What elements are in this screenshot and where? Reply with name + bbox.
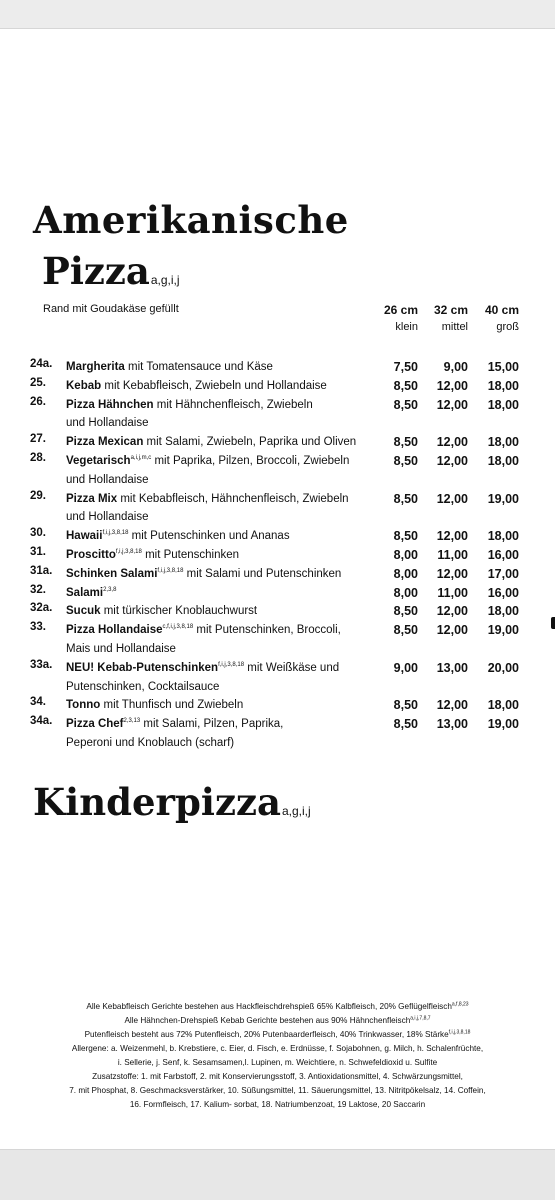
item-number: 32a.: [30, 602, 53, 615]
price-32: 12,00: [436, 566, 468, 581]
item-number: 33a.: [30, 658, 53, 671]
price-40: 17,00: [487, 566, 519, 581]
item-description: mit Tomatensauce und Käse: [128, 361, 273, 373]
item-description: mit Hähnchenfleisch, Zwiebeln: [156, 398, 313, 411]
item-number: 26.: [30, 395, 46, 408]
menu-item: [30, 377, 525, 396]
item-description: mit Putenschinken und Ananas: [131, 530, 290, 543]
price-26: 8,00: [393, 585, 418, 600]
item-allergens: f,i,j,3,8,18: [157, 567, 184, 574]
item-name: Tonno: [66, 699, 101, 712]
price-26: 8,00: [393, 566, 418, 581]
item-name: Margherita: [66, 361, 125, 373]
item-name: Pizza Mexican: [66, 436, 144, 449]
kinder-allergens: a,g,i,j: [281, 804, 311, 818]
footnote-line: Putenfleisch besteht aus 72% Putenfleisch, 20% Putenbaarderfleisch, 40% Trinkwasser, 18% Stärke$^{f,i,j,3,8,18}$: [84, 1029, 471, 1039]
item-description: mit türkischer Knoblauchwurst: [103, 605, 258, 618]
item-name: Pizza Chef: [66, 718, 124, 731]
item-description-cont: und Hollandaise: [66, 473, 149, 486]
kinder-title-text: Kinderpizza: [33, 780, 281, 824]
item-text: [66, 396, 396, 434]
size-value: 26 cm: [383, 303, 418, 317]
price-32: 12,00: [436, 623, 468, 638]
price-40: 18,00: [487, 397, 519, 412]
footnotes: [40, 1000, 515, 1112]
menu-item: [30, 396, 525, 434]
item-name: Vegetarisch: [66, 454, 131, 467]
price-32: 12,00: [436, 491, 468, 506]
item-name: Pizza Mix: [66, 492, 118, 505]
section-title-pizza: [42, 249, 180, 293]
item-description: mit Thunfisch und Zwiebeln: [103, 699, 244, 712]
price-26: 8,50: [393, 435, 418, 450]
menu-item: [30, 659, 525, 697]
price-40: 16,00: [487, 547, 519, 562]
item-text: [66, 602, 396, 621]
price-40: 15,00: [487, 360, 519, 374]
price-40: 19,00: [487, 491, 519, 506]
price-26: 8,50: [393, 604, 418, 619]
item-number: 27.: [30, 433, 46, 446]
item-number: 24a.: [30, 358, 53, 370]
item-number: 32.: [30, 583, 46, 596]
price-32: 12,00: [436, 435, 468, 450]
size-label: klein: [395, 321, 418, 333]
section-title-amerikanische: Amerikanische: [33, 198, 349, 242]
item-text: [66, 490, 396, 528]
size-label: groß: [496, 321, 519, 333]
item-name: Proscitto: [66, 548, 116, 561]
item-number: 34.: [30, 696, 46, 709]
price-26: 8,00: [393, 547, 418, 562]
item-number: 30.: [30, 527, 46, 540]
price-32: 11,00: [437, 547, 468, 562]
price-40: 16,00: [487, 585, 519, 600]
footnote-line: i. Sellerie, j. Senf, k. Sesamsamen,l. Lupinen, m. Weichtiere, n. Schwefeldioxid u. Sulfite: [117, 1058, 438, 1067]
item-number: 28.: [30, 451, 46, 464]
item-text: [66, 452, 396, 490]
price-26: 8,50: [393, 717, 418, 732]
price-32: 12,00: [436, 378, 468, 393]
item-allergens: f,i,j,3,8,18: [115, 549, 142, 556]
item-name: Kebab: [66, 379, 102, 392]
price-40: 18,00: [487, 453, 519, 468]
item-number: 25.: [30, 376, 46, 389]
price-26: 8,50: [393, 453, 418, 468]
item-description: mit Salami, Zwiebeln, Paprika und Oliven: [146, 436, 357, 449]
item-description: mit Kebabfleisch, Hähnchenfleisch, Zwiebeln: [120, 492, 349, 505]
item-description: mit Weißkäse und: [247, 661, 340, 674]
item-description: mit Putenschinken, Broccoli,: [196, 624, 341, 637]
item-text: [66, 584, 396, 603]
price-40: 18,00: [487, 604, 519, 619]
top-bar: [0, 0, 555, 29]
menu-item: [30, 621, 525, 659]
menu-item: [30, 433, 525, 452]
item-description: mit Salami und Putenschinken: [186, 567, 342, 580]
size-label: mittel: [441, 321, 468, 333]
price-26: 8,50: [393, 491, 418, 506]
menu-list: [30, 358, 525, 753]
item-text: [66, 546, 396, 565]
item-description: mit Putenschinken: [145, 548, 240, 561]
price-26: 8,50: [393, 623, 418, 638]
footnote-line: 7. mit Phosphat, 8. Geschmacksverstärker, 10. Süßungsmittel, 11. Säuerungsmittel, 13. Nitritpökelsalz, 14. Coffein,: [69, 1086, 486, 1095]
menu-item: [30, 527, 525, 546]
footnote-line: Zusatzstoffe: 1. mit Farbstoff, 2. mit Konservierungsstoff, 3. Antioxidationsmittel, 4. Schwärzungsmittel,: [92, 1072, 463, 1081]
price-40: 18,00: [487, 435, 519, 450]
item-text: [66, 696, 396, 715]
item-allergens: f,i,j,3,8,18: [102, 530, 129, 537]
item-description: mit Salami, Pilzen, Paprika,: [143, 718, 284, 731]
price-32: 13,00: [436, 660, 468, 675]
edge-mark: [551, 617, 555, 629]
size-column-40: [479, 302, 519, 336]
title-pizza-text: Pizza: [42, 249, 150, 293]
title-allergens: a,g,i,j: [150, 273, 180, 287]
item-description-cont: und Hollandaise: [66, 417, 149, 430]
menu-item: [30, 452, 525, 490]
price-32: 9,00: [443, 360, 468, 374]
item-allergens: c,f,i,j,3,8,18: [162, 624, 194, 631]
price-32: 12,00: [436, 397, 468, 412]
price-40: 19,00: [487, 623, 519, 638]
item-text: [66, 565, 396, 584]
price-26: 8,50: [393, 397, 418, 412]
subtitle-rand: Rand mit Goudakäse gefüllt: [43, 303, 179, 315]
item-name: Sucuk: [66, 605, 101, 618]
price-32: 12,00: [436, 604, 468, 619]
item-allergens: 2,3,8: [103, 586, 117, 593]
price-32: 12,00: [436, 698, 468, 713]
item-name: Salami: [66, 586, 104, 599]
item-name: NEU! Kebab-Putenschinken: [66, 661, 219, 674]
item-allergens: f,i,j,3,8,18: [218, 661, 245, 668]
price-40: 20,00: [487, 660, 519, 675]
price-26: 8,50: [393, 698, 418, 713]
menu-item: [30, 490, 525, 528]
size-column-26: [378, 302, 418, 336]
menu-item: [30, 602, 525, 621]
item-text: [66, 621, 396, 659]
item-description-cont: Mais und Hollandaise: [66, 642, 176, 655]
price-40: 18,00: [487, 378, 519, 393]
size-column-32: [428, 302, 468, 336]
price-26: 9,00: [393, 660, 418, 675]
menu-item: [30, 584, 525, 603]
item-allergens: 2,3,13: [123, 718, 141, 725]
item-description: mit Paprika, Pilzen, Broccoli, Zwiebeln: [154, 454, 350, 467]
menu-item: [30, 358, 525, 377]
price-26: 8,50: [393, 378, 418, 393]
footnote-line: Alle Kebabfleisch Gerichte bestehen aus Hackfleischdrehspieß 65% Kalbfleisch, 20% Geflügelfleisch$^{a,f,8,23}$: [86, 1001, 469, 1011]
section-title-kinderpizza: [33, 780, 311, 824]
footnote-line: Alle Hähnchen-Drehspieß Kebab Gerichte bestehen aus 90% Hähnchenfleisch$^{a,i,j,7,8,7}$: [124, 1015, 431, 1025]
item-name: Pizza Hähnchen: [66, 398, 154, 411]
item-text: [66, 377, 396, 396]
item-number: 31.: [30, 545, 46, 558]
item-name: Schinken Salami: [66, 567, 158, 580]
price-40: 18,00: [487, 529, 519, 544]
price-32: 11,00: [437, 585, 468, 600]
size-value: 40 cm: [484, 303, 519, 317]
price-26: 7,50: [393, 360, 418, 374]
price-32: 13,00: [436, 717, 468, 732]
item-number: 34a.: [30, 715, 53, 728]
menu-item: [30, 565, 525, 584]
bottom-bar: [0, 1149, 555, 1200]
footnote-line: Allergene: a. Weizenmehl, b. Krebstiere, c. Eier, d. Fisch, e. Erdnüsse, f. Sojabohnen, g. Milch, h. Schalenfrüchte,: [71, 1044, 484, 1053]
item-text: [66, 358, 396, 377]
item-name: Hawaii: [66, 530, 103, 543]
item-description-cont: und Hollandaise: [66, 511, 149, 524]
price-32: 12,00: [436, 453, 468, 468]
size-value: 32 cm: [433, 303, 468, 317]
price-40: 18,00: [487, 698, 519, 713]
item-description-cont: Peperoni und Knoblauch (scharf): [66, 736, 235, 749]
menu-item: [30, 696, 525, 715]
item-description: mit Kebabfleisch, Zwiebeln und Hollandaise: [104, 379, 327, 392]
item-name: Pizza Hollandaise: [66, 624, 163, 637]
menu-item: [30, 715, 525, 753]
item-number: 29.: [30, 489, 46, 502]
item-text: [66, 433, 396, 452]
item-number: 33.: [30, 621, 46, 634]
item-description-cont: Putenschinken, Cocktailsauce: [66, 680, 220, 693]
item-text: [66, 715, 396, 753]
menu-item: [30, 546, 525, 565]
price-26: 8,50: [393, 529, 418, 544]
footnote-line: 16. Formfleisch, 17. Kalium- sorbat, 18. Natriumbenzoat, 19 Laktose, 20 Saccarin: [129, 1100, 426, 1109]
item-number: 31a.: [30, 564, 53, 577]
item-allergens: a,i,j,m,c: [130, 455, 152, 462]
item-text: [66, 527, 396, 546]
item-text: [66, 659, 396, 697]
price-40: 19,00: [487, 717, 519, 732]
price-32: 12,00: [436, 529, 468, 544]
